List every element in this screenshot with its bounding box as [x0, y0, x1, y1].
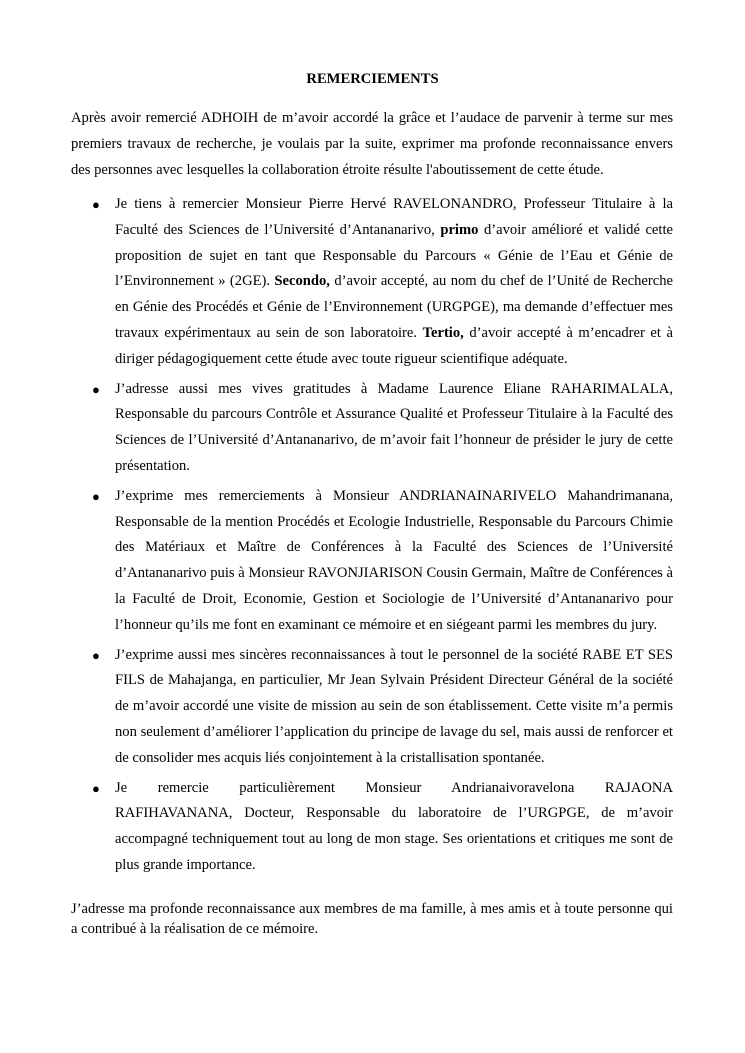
emphasis-primo: primo — [440, 221, 479, 238]
acknowledgement-list — [0, 192, 745, 883]
list-item: ● Je tiens à remercier Monsieur Pierre Hervé RAVELONANDRO, Professeur Titulaire à la Faculté des Sciences de l’Université d’Antananarivo, primo d’avoir amélioré et validé cette proposition de sujet en tant que Responsable du Parcours « Génie de l’Eau et Génie de l’Environnement » (2GE). Secondo, d’avoir accepté, au nom du chef de l’Unité de Recherche en Génie des Procédés et Génie de l’Environnement (URGPGE), ma demande d’effectuer mes travaux expérimentaux au sein de son laboratoire. Tertio, d’avoir accepté à m’encadrer et à diriger pédagogiquement cette étude avec toute rigueur scientifique adéquate. — [115, 192, 673, 373]
list-item: ● J’adresse aussi mes vives gratitudes à Madame Laurence Eliane RAHARIMALALA, Responsable du parcours Contrôle et Assurance Qualité et Professeur Titulaire à la Faculté des Sciences de l’Université d’Antananarivo, de m’avoir fait l’honneur de présider le jury de cette présentation. — [115, 377, 673, 480]
bullet-icon: ● — [92, 780, 100, 796]
intro-paragraph: Après avoir remercié ADHOIH de m’avoir accordé la grâce et l’audace de parvenir à terme sur mes premiers travaux de recherche, je voulais par la suite, exprimer ma profonde reconnaissance envers des personnes avec lesquelles la collaboration étroite résulte l'aboutissement de cette étude. — [71, 110, 673, 178]
page-title: REMERCIEMENTS — [306, 71, 439, 87]
bullet-icon: ● — [92, 381, 100, 397]
bullet-icon: ● — [92, 647, 100, 663]
bullet-icon: ● — [92, 488, 100, 504]
closing-paragraph: J’adresse ma profonde reconnaissance aux membres de ma famille, à mes amis et à toute personne qui a contribué à la réalisation de ce mémoire. — [71, 901, 673, 937]
list-item: ● J’exprime mes remerciements à Monsieur ANDRIANAINARIVELO Mahandrimanana, Responsable de la mention Procédés et Ecologie Industrielle, Responsable du Parcours Chimie des Matériaux et Maître de Conférences à la Faculté des Sciences de l’Université d’Antananarivo puis à Monsieur RAVONJIARISON Cousin Germain, Maître de Conférences à la Faculté de Droit, Economie, Gestion et Sociologie de l’Université d’Antananarivo pour l’honneur qu’ils me font en examinant ce mémoire et en siégeant parmi les membres du jury. — [115, 484, 673, 639]
bullet-icon: ● — [92, 197, 100, 212]
list-item: ● Je remercie particulièrement Monsieur Andrianaivoravelona RAJAONA RAFIHAVANANA, Docteur, Responsable du laboratoire de l’URGPGE, de m’avoir accompagné techniquement tout au long de mon stage. Ses orientations et critiques me sont de plus grande importance. — [115, 776, 673, 879]
list-item: ● J’exprime aussi mes sincères reconnaissances à tout le personnel de la société RABE ET SES FILS de Mahajanga, en particulier, Mr Jean Sylvain Président Directeur Général de la société de m’avoir accordé une visite de mission au sein de son établissement. Cette visite m’a permis non seulement d’améliorer l’application du principe de lavage du sel, mais aussi de renforcer et de consolider mes acquis liés conjointement à la cristallisation spontanée. — [115, 643, 673, 772]
emphasis-tertio: Tertio, — [422, 324, 464, 341]
emphasis-secondo: Secondo, — [274, 273, 330, 290]
